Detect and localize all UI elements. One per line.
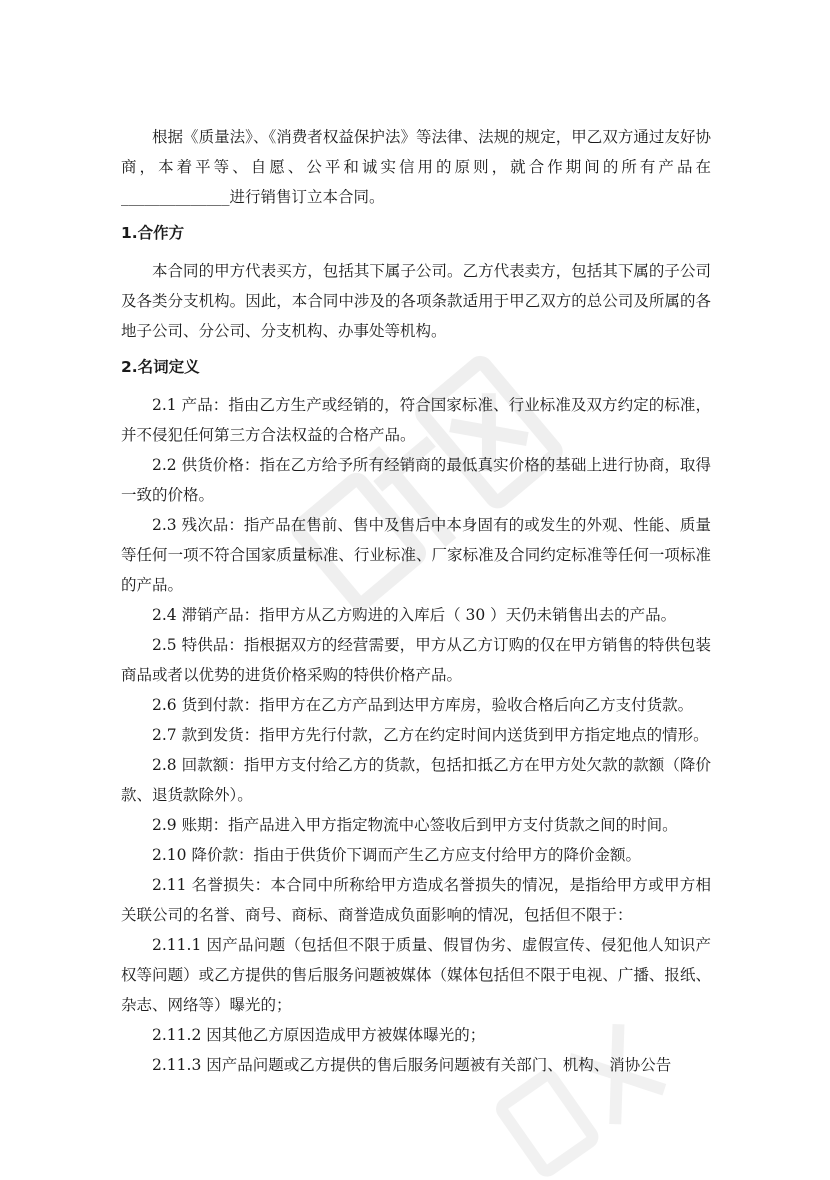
definition-item: 2.8 回款额：指甲方支付给乙方的货款，包括扣抵乙方在甲方处欠款的款额（降价款、退货款除外）。 bbox=[121, 756, 711, 804]
definition-item: 2.11.2 因其他乙方原因造成甲方被媒体曝光的； bbox=[152, 1026, 486, 1044]
definition-item: 2.11.1 因产品问题（包括但不限于质量、假冒伪劣、虚假宣传、侵犯他人知识产权等问题）或乙方提供的售后服务问题被媒体（媒体包括但不限于电视、广播、报纸、杂志、网络等）曝光的； bbox=[121, 936, 711, 1014]
definition-item: 2.11.3 因产品问题或乙方提供的售后服务问题被有关部门、机构、消协公告 bbox=[152, 1056, 672, 1074]
definition-item: 2.3 残次品：指产品在售前、售中及售后中本身固有的或发生的外观、性能、质量等任何一项不符合国家质量标准、行业标准、厂家标准及合同约定标准等任何一项标准的产品。 bbox=[121, 516, 711, 594]
definition-item: 2.10 降价款：指由于供货价下调而产生乙方应支付给甲方的降价金额。 bbox=[152, 846, 641, 864]
definition-item: 2.6 货到付款：指甲方在乙方产品到达甲方库房，验收合格后向乙方支付货款。 bbox=[152, 696, 694, 714]
definition-item: 2.9 账期：指产品进入甲方指定物流中心签收后到甲方支付货款之间的时间。 bbox=[152, 816, 678, 834]
section-1-paragraph: 本合同的甲方代表买方，包括其下属子公司。乙方代表卖方，包括其下属的子公司及各类分支机构。因此，本合同中涉及的各项条款适用于甲乙双方的总公司及所属的各地子公司、分公司、分支机构、办事处等机构。 bbox=[121, 262, 711, 340]
definition-item: 2.7 款到发货：指甲方先行付款，乙方在约定时间内送货到甲方指定地点的情形。 bbox=[152, 726, 709, 744]
section-1-heading: 1.合作方 bbox=[121, 224, 185, 242]
definition-item: 2.11 名誉损失：本合同中所称给甲方造成名誉损失的情况，是指给甲方或甲方相关联公司的名誉、商号、商标、商誉造成负面影响的情况，包括但不限于： bbox=[121, 876, 711, 924]
definition-item: 2.1 产品：指由乙方生产或经销的，符合国家标准、行业标准及双方约定的标准，并不侵犯任何第三方合法权益的合格产品。 bbox=[121, 396, 711, 444]
document-body bbox=[121, 122, 711, 1080]
definition-item: 2.5 特供品：指根据双方的经营需要，甲方从乙方订购的仅在甲方销售的特供包装商品或者以优势的进货价格采购的特供价格产品。 bbox=[121, 636, 711, 684]
intro-paragraph: 根据《质量法》、《消费者权益保护法》等法律、法规的规定，甲乙双方通过友好协商，本着平等、自愿、公平和诚实信用的原则，就合作期间的所有产品在______________进行销售订立本合同。 bbox=[121, 128, 711, 206]
section-2-heading: 2.名词定义 bbox=[121, 358, 200, 376]
definition-item: 2.2 供货价格：指在乙方给予所有经销商的最低真实价格的基础上进行协商，取得一致的价格。 bbox=[121, 456, 711, 504]
definition-list bbox=[121, 390, 711, 1080]
definition-item: 2.4 滞销产品：指甲方从乙方购进的入库后（ 30 ）天仍未销售出去的产品。 bbox=[152, 606, 677, 624]
